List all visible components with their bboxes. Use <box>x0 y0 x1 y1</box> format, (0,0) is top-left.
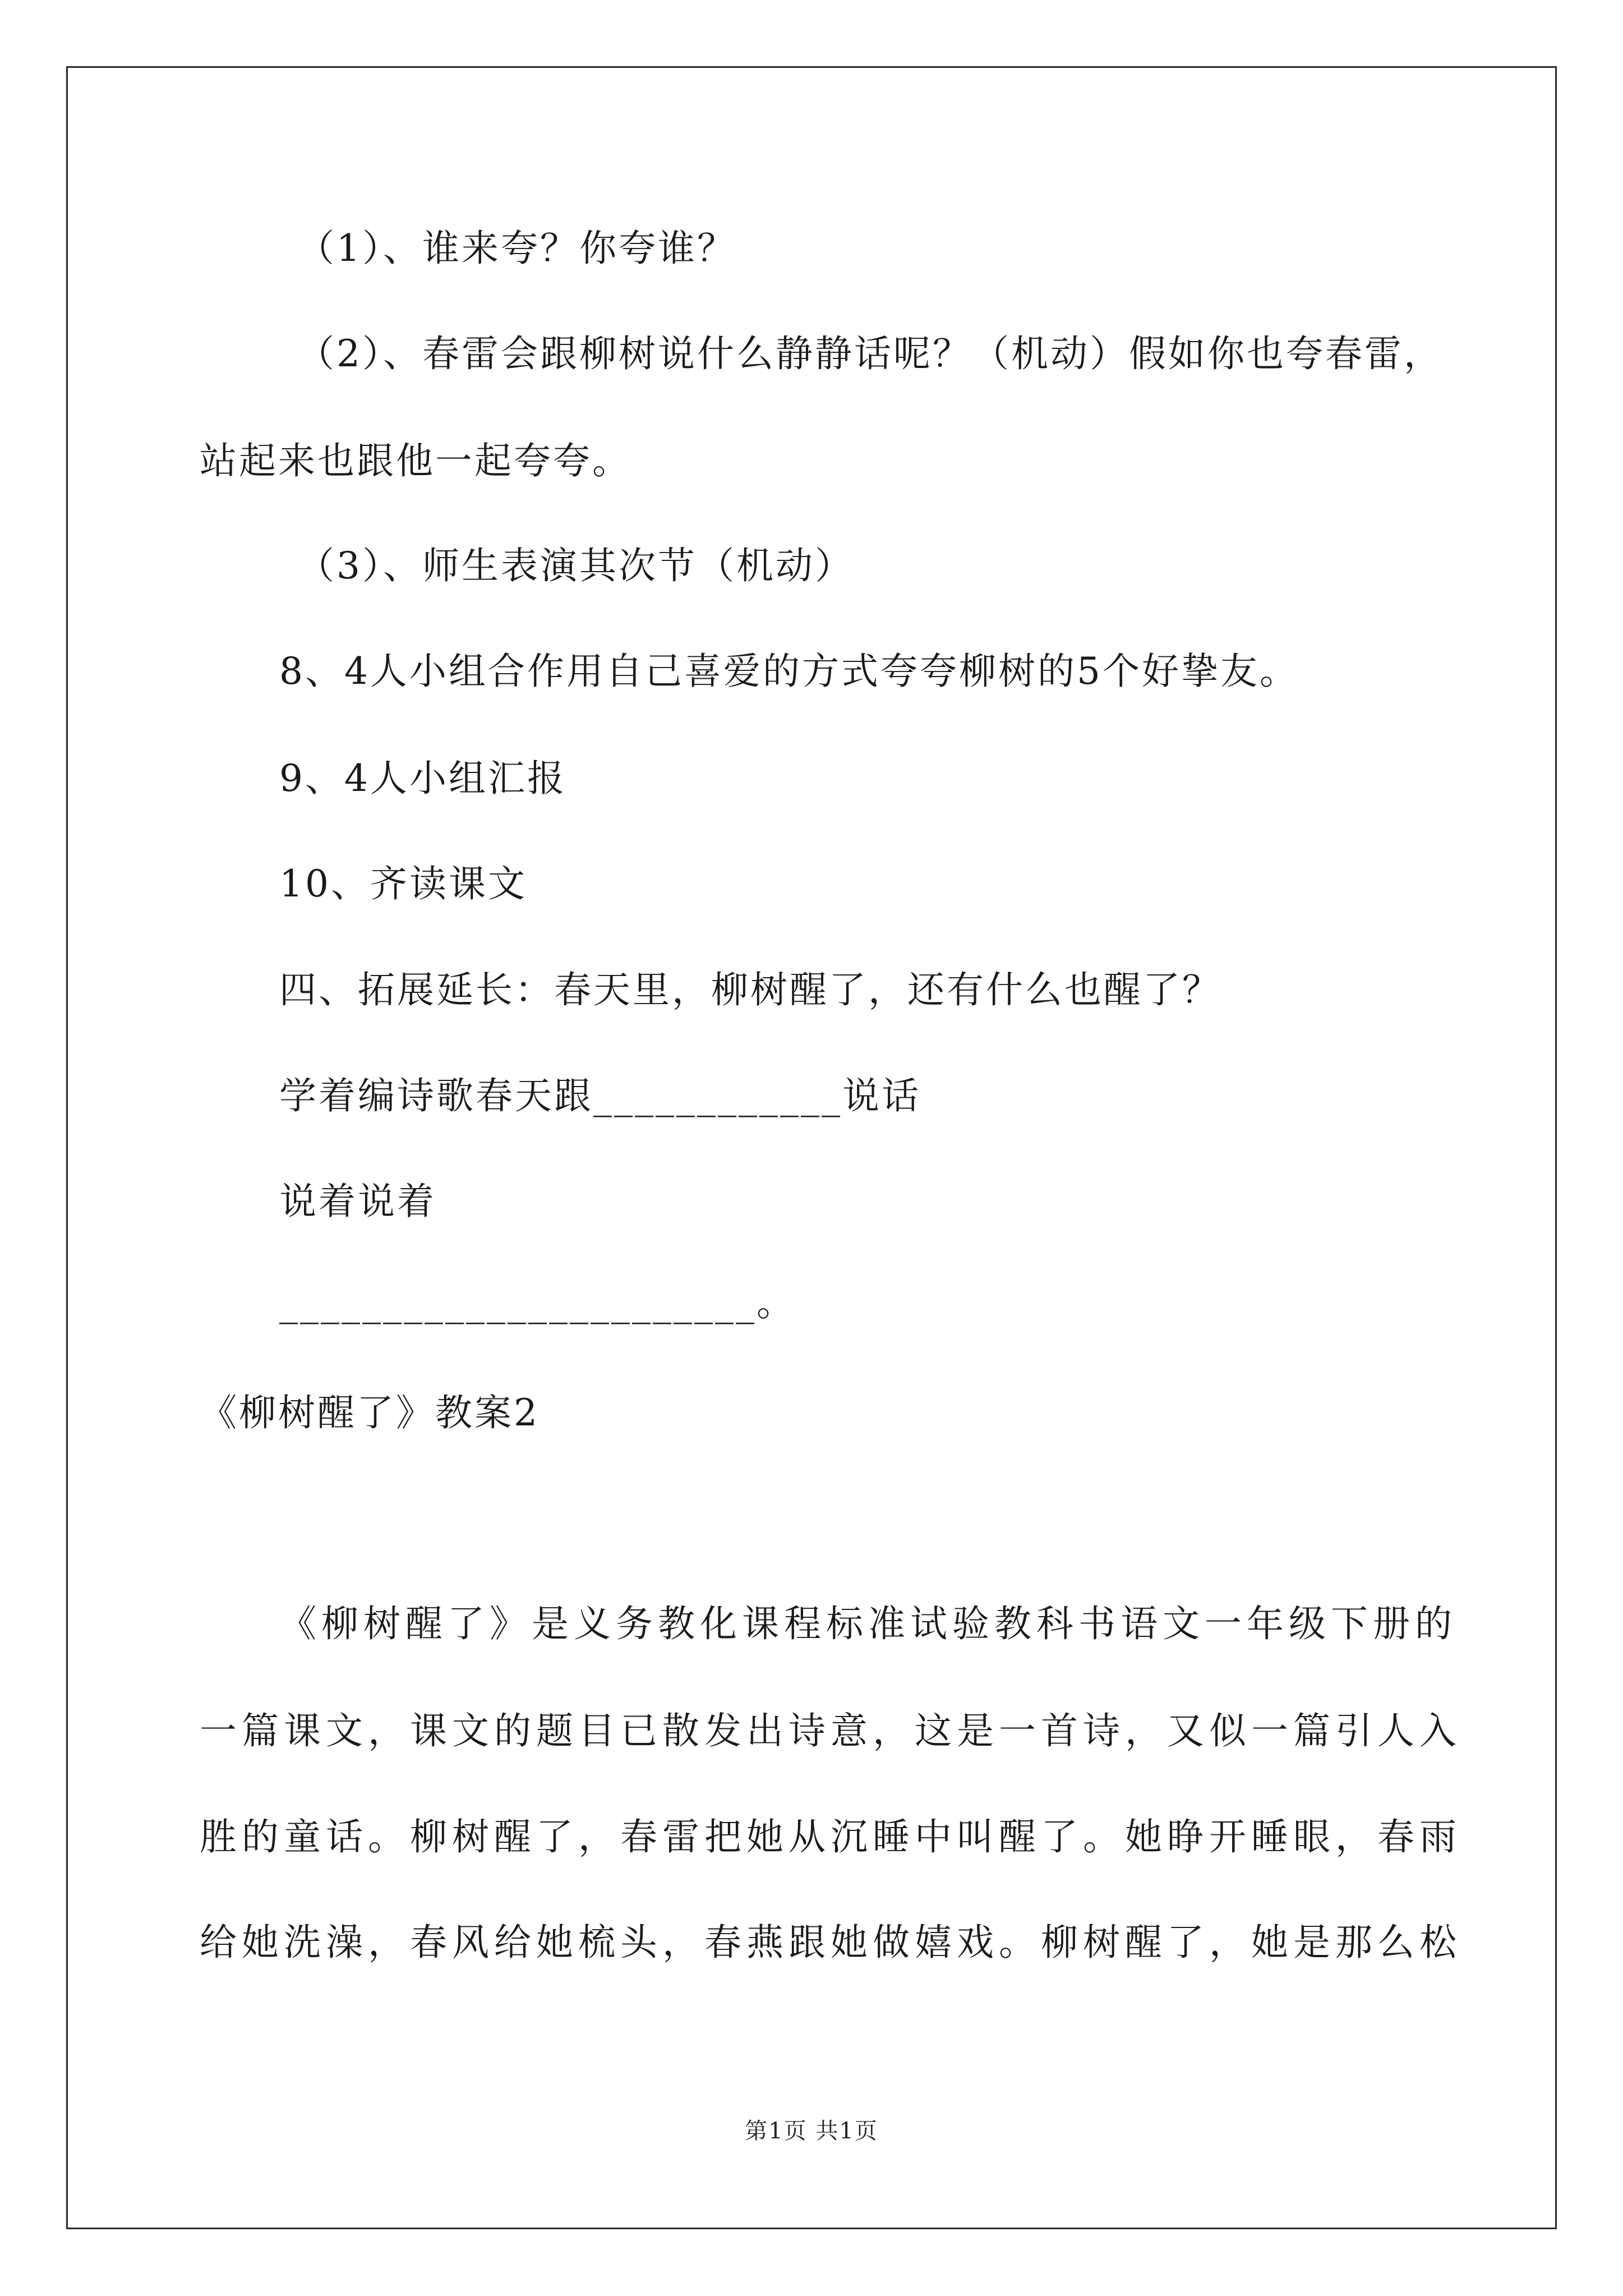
text-line-q1: （1）、谁来夸？你夸谁？ <box>297 227 736 270</box>
page-footer: 第1页 共1页 <box>745 2118 878 2144</box>
section-heading: 《柳树醒了》教案2 <box>200 1391 540 1434</box>
paragraph-line-1: 《柳树醒了》是义务教化课程标准试验教科书语文一年级下册的 <box>279 1602 1457 1645</box>
text-line-step8: 8、4人小组合作用自己喜爱的方式夸夸柳树的5个好挚友。 <box>279 650 1299 693</box>
text-line-step10: 10、齐读课文 <box>279 862 527 905</box>
text-line-poem-continue: 说着说着 <box>279 1180 436 1223</box>
page-border <box>66 66 1557 2229</box>
text-line-poem-blank: _______________________。 <box>279 1281 796 1324</box>
paragraph-line-2: 一篇课文，课文的题目已散发出诗意，这是一首诗，又似一篇引人入 <box>200 1709 1461 1752</box>
paragraph-line-4: 给她洗澡，春风给她梳头，春燕跟她做嬉戏。柳树醒了，她是那么松 <box>200 1921 1461 1964</box>
text-line-poem-prompt: 学着编诗歌春天跟____________说话 <box>279 1074 921 1117</box>
text-line-q2: （2）、春雷会跟柳树说什么静静话呢？（机动）假如你也夸春雷， <box>297 332 1443 375</box>
paragraph-line-3: 胜的童话。柳树醒了，春雷把她从沉睡中叫醒了。她睁开睡眼，春雨 <box>200 1815 1461 1858</box>
text-line-step9: 9、4人小组汇报 <box>279 757 566 800</box>
text-line-q2-cont: 站起来也跟他一起夸夸。 <box>200 439 631 482</box>
text-line-q3: （3）、师生表演其次节（机动） <box>297 544 854 587</box>
text-line-section4: 四、拓展延长：春天里，柳树醒了，还有什么也醒了？ <box>279 968 1221 1011</box>
